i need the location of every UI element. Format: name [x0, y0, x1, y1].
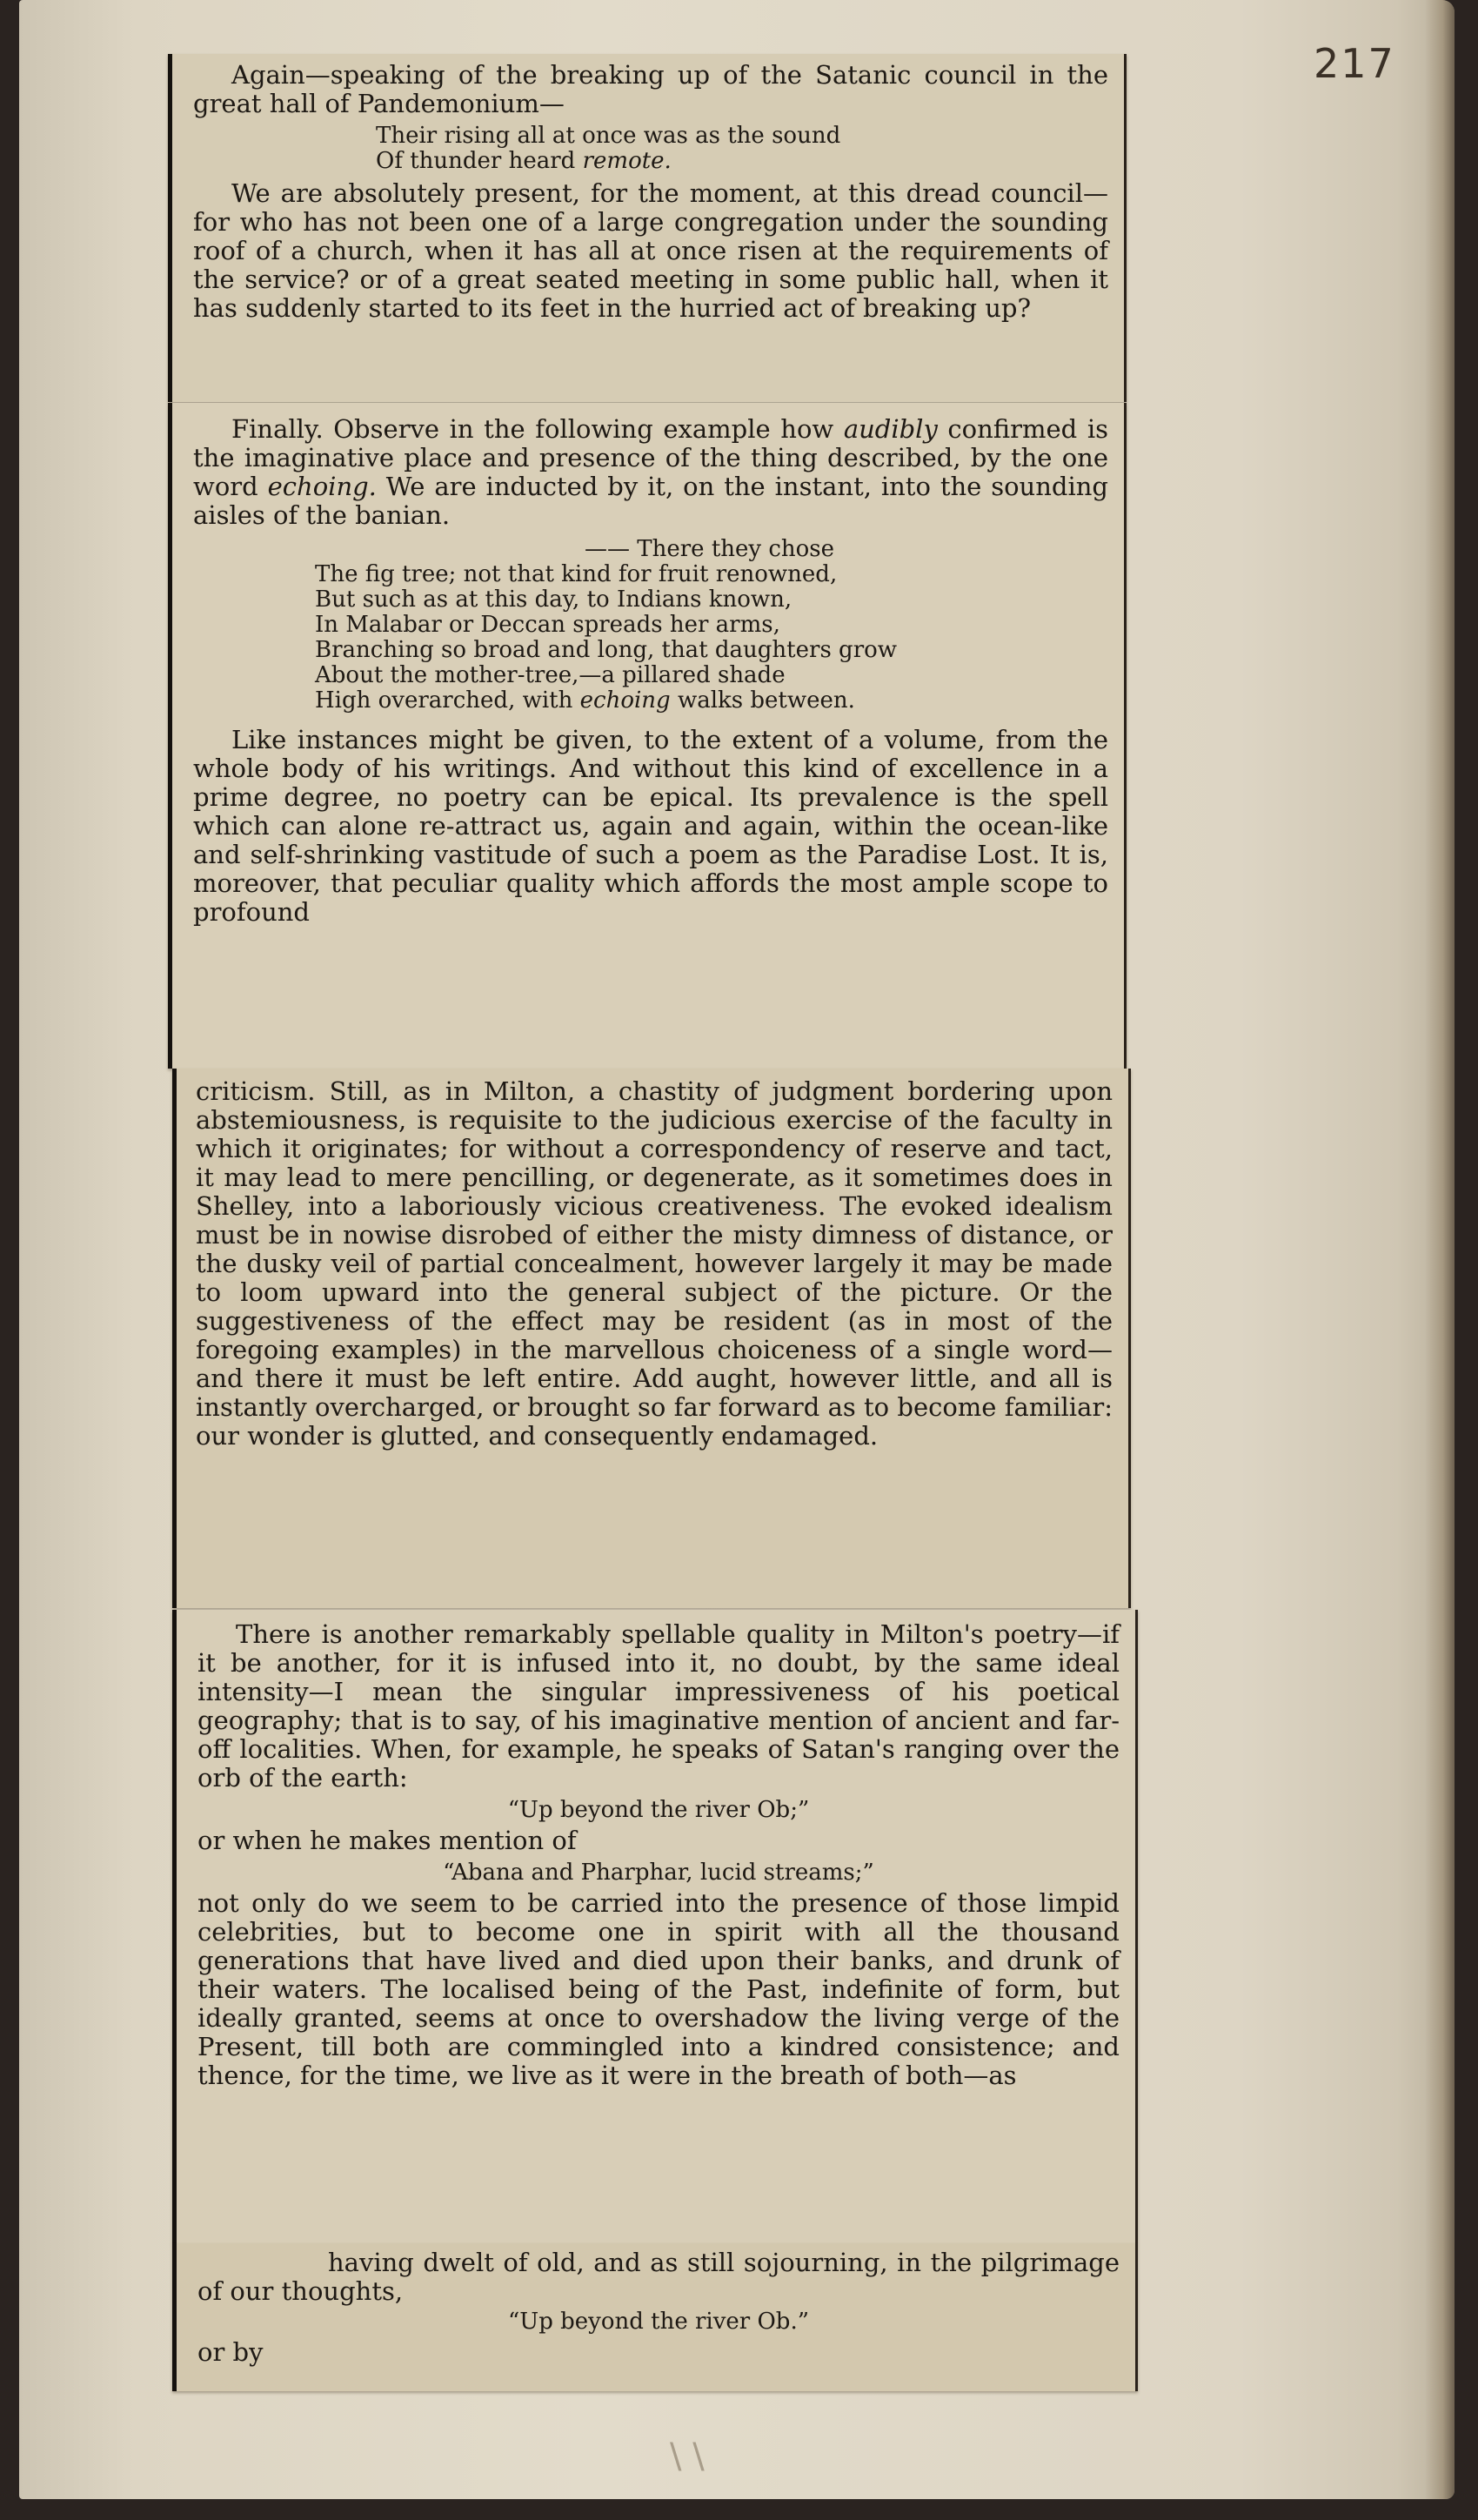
clip4-quote-2: “Abana and Pharphar, lucid streams;” — [443, 1860, 874, 1886]
verse-emphasis: remote. — [582, 148, 672, 174]
newspaper-clipping-4 — [172, 1610, 1138, 2243]
clip4-paragraph-2: or when he makes mention of — [197, 1826, 577, 1855]
clip1-paragraph: We are absolutely present, for the moment, at this dread council—for who has not been one of a large congregation under the sounding roof of a church, when it has all at once risen at the requirements of the service? or of a great seated meeting in some public hall, when it has suddenly started to its feet in the hurried act of breaking up? — [193, 178, 1108, 323]
verse-line: The fig tree; not that kind for fruit renowned, — [315, 561, 838, 587]
verse-line: Of thunder heard remote. — [376, 148, 672, 174]
page-mark: \ \ — [670, 2436, 705, 2476]
page-edge-shadow — [1425, 0, 1455, 2499]
page-number: 217 — [1314, 40, 1395, 87]
verse-line: About the mother-tree,—a pillared shade — [315, 662, 786, 688]
newspaper-clipping-1 — [168, 54, 1127, 402]
clip5-paragraph-2: or by — [197, 2337, 264, 2367]
clip5-quote: “Up beyond the river Ob.” — [507, 2309, 809, 2335]
verse-line: High overarched, with echoing walks between. — [315, 687, 855, 714]
newspaper-clipping-2 — [168, 403, 1127, 1069]
clip4-paragraph-3: not only do we seem to be carried into the presence of those limpid celebrities, but to become one in spirit with all the thousand generations that have lived and died upon their banks, and drunk of their waters. The localised being of the Past, indefinite of form, but ideally granted, seems at once to overshadow the living verge of the Present, till both are commingled into a kindred consistence; and thence, for the time, we live as it were in the breath of both—as — [197, 1888, 1120, 2090]
verse-line: But such as at this day, to Indians known, — [315, 586, 793, 613]
verse-line: Their rising all at once was as the sound — [376, 123, 841, 149]
clip1-intro: Again—speaking of the breaking up of the Satanic council in the great hall of Pandemonium— — [193, 60, 1108, 118]
verse-line: —— There they chose — [585, 536, 835, 562]
clip2-paragraph: Like instances might be given, to the extent of a volume, from the whole body of his writings. And without this kind of excellence in a prime degree, no poetry can be epical. Its prevalence is the spell which can alone re-attract us, again and again, within the ocean-like and self-shrinking vastitude of such a poem as the Paradise Lost. It is, moreover, that peculiar quality which affords the most ample scope to profound — [193, 725, 1108, 927]
clip2-verse — [193, 537, 1108, 714]
clip5-paragraph-1: having dwelt of old, and as still sojourning, in the pilgrimage of our thoughts, — [197, 2248, 1120, 2306]
clip4-paragraph-1: There is another remarkably spellable quality in Milton's poetry—if it be another, for it is infused into it, no doubt, by the same ideal intensity—I mean the singular impressiveness of his poetical geography; that is to say, of his imaginative mention of ancient and far-off localities. When, for example, he speaks of Satan's ranging over the orb of the earth: — [197, 1619, 1120, 1793]
newspaper-clipping-3 — [172, 1069, 1131, 1608]
clip1-verse — [193, 124, 1108, 174]
verse-line: In Malabar or Deccan spreads her arms, — [315, 612, 780, 638]
newspaper-clipping-5 — [172, 2243, 1138, 2391]
clip4-quote-1: “Up beyond the river Ob;” — [507, 1797, 810, 1823]
verse-line: Branching so broad and long, that daughters grow — [315, 637, 898, 663]
clip3-paragraph: criticism. Still, as in Milton, a chastity of judgment bordering upon abstemiousness, is requisite to the judicious exercise of the faculty in which it originates; for without a correspondency of reserve and tact, it may lead to mere pencilling, or degenerate, as it sometimes does in Shelley, into a laboriously vicious creativeness. The evoked idealism must be in nowise disrobed of either the misty dimness of distance, or the dusky veil of partial concealment, however largely it may be made to loom upward into the general subject of the picture. Or the suggestiveness of the effect may be resident (as in most of the foregoing examples) in the marvellous choiceness of a single word—and there it must be left entire. Add aught, however little, and all is instantly overcharged, or brought so far forward as to become familiar: our wonder is glutted, and consequently endamaged. — [196, 1076, 1113, 1451]
clip2-intro: Finally. Observe in the following example how audibly confirmed is the imaginative place and presence of the thing described, by the one word echoing. We are inducted by it, on the instant, into the sounding aisles of the banian. — [193, 414, 1108, 530]
